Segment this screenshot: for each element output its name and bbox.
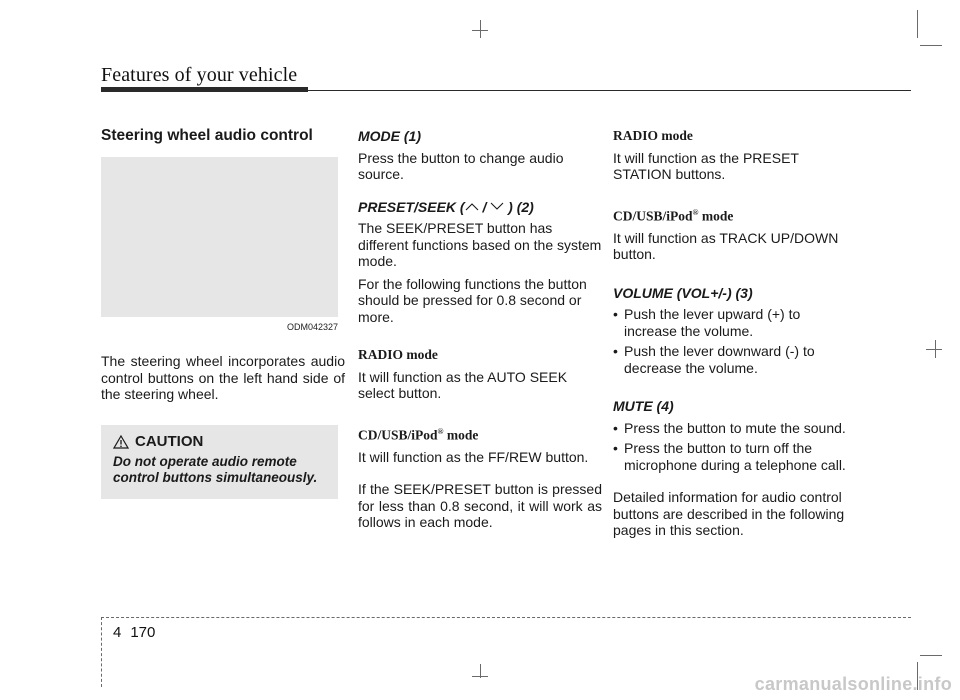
header-rule-thin	[308, 90, 911, 91]
page-number-value: 170	[130, 624, 156, 641]
preset-paragraph-2: For the following functions the button should be pressed for 0.8 second or more.	[358, 275, 587, 325]
cd-mode-heading-2	[613, 205, 857, 225]
radio-mode-text-2: It will function as the PRESET STATION buttons.	[613, 149, 799, 182]
crop-mark-right-center-h	[926, 349, 942, 350]
chevron-up-icon	[465, 202, 479, 211]
caution-text: Do not operate audio remote control buttons simultaneously.	[113, 454, 318, 485]
volume-heading: VOLUME (VOL+/-) (3)	[613, 284, 753, 301]
preset-paragraph-1: The SEEK/PRESET button has different functions based on the system mode.	[358, 220, 602, 269]
crop-mark-bottom-right-h	[920, 655, 942, 656]
registered-mark: ®	[437, 426, 444, 436]
registered-mark-2: ®	[692, 207, 699, 217]
figure-caption: ODM042327	[286, 321, 338, 332]
crop-mark-top-center-h	[472, 30, 488, 31]
header-rule-thick	[101, 87, 308, 92]
crop-mark-top-right-v	[917, 10, 918, 38]
crop-mark-top-right-h	[920, 45, 942, 46]
mute-heading: MUTE (4)	[613, 398, 674, 414]
warning-triangle-icon	[113, 435, 129, 449]
cd-heading-text: CD/USB/iPod	[358, 427, 438, 442]
cd-mode-text: It will function as the FF/REW button.	[358, 448, 589, 465]
cd-mode-heading	[358, 424, 602, 444]
page-header-title: Features of your vehicle	[101, 64, 298, 86]
page-number	[113, 624, 155, 641]
caution-header	[113, 434, 330, 451]
mode-text: Press the button to change audio source.	[358, 149, 564, 182]
list-item: • Press the button to turn off the microphone during a telephone call.	[613, 440, 846, 473]
preset-heading-suffix: ) (2)	[504, 198, 534, 215]
preset-heading-separator: /	[478, 198, 491, 215]
radio-mode-text: It will function as the AUTO SEEK select button.	[358, 368, 568, 401]
closing-paragraph: Detailed information for audio control buttons are described in the following pages in this section.	[613, 489, 845, 538]
mute-list	[613, 420, 857, 474]
steering-wheel-figure	[101, 157, 338, 317]
radio-mode-heading-2: RADIO mode	[613, 128, 693, 143]
cd-heading-suffix-2: mode	[698, 208, 734, 223]
caution-title: CAUTION	[135, 432, 204, 450]
intro-paragraph: The steering wheel incorporates audio control buttons on the left hand side of the steering wheel.	[101, 353, 345, 402]
crop-mark-top-center	[480, 20, 481, 38]
mode-heading: MODE (1)	[358, 128, 421, 144]
preset-paragraph-3: If the SEEK/PRESET button is pressed for less than 0.8 second, it will work as follows in each mode.	[358, 481, 602, 530]
radio-mode-heading: RADIO mode	[358, 347, 438, 362]
crop-mark-bottom-center-h	[472, 676, 488, 677]
footer-rule	[101, 617, 911, 618]
section-number: 4	[113, 624, 122, 641]
chevron-down-icon	[490, 202, 504, 211]
cd-heading-text-2: CD/USB/iPod	[613, 208, 693, 223]
column-right	[613, 128, 857, 545]
volume-list	[613, 306, 857, 376]
column-middle	[358, 128, 602, 537]
list-item: • Push the lever upward (+) to increase the volume.	[613, 306, 801, 339]
cd-mode-text-2: It will function as TRACK UP/DOWN button.	[613, 229, 839, 262]
preset-seek-heading	[358, 199, 602, 216]
watermark-link[interactable]: carmanualsonline.info	[754, 674, 952, 694]
list-item: • Push the lever downward (-) to decrease the volume.	[613, 343, 815, 376]
footer-vertical-rule	[101, 617, 102, 687]
caution-box	[101, 425, 338, 499]
preset-heading-prefix: PRESET/SEEK (	[358, 198, 465, 215]
section-heading: Steering wheel audio control	[101, 127, 313, 144]
cd-heading-suffix: mode	[443, 427, 479, 442]
column-left	[101, 128, 345, 499]
list-item: • Press the button to mute the sound.	[613, 419, 846, 436]
